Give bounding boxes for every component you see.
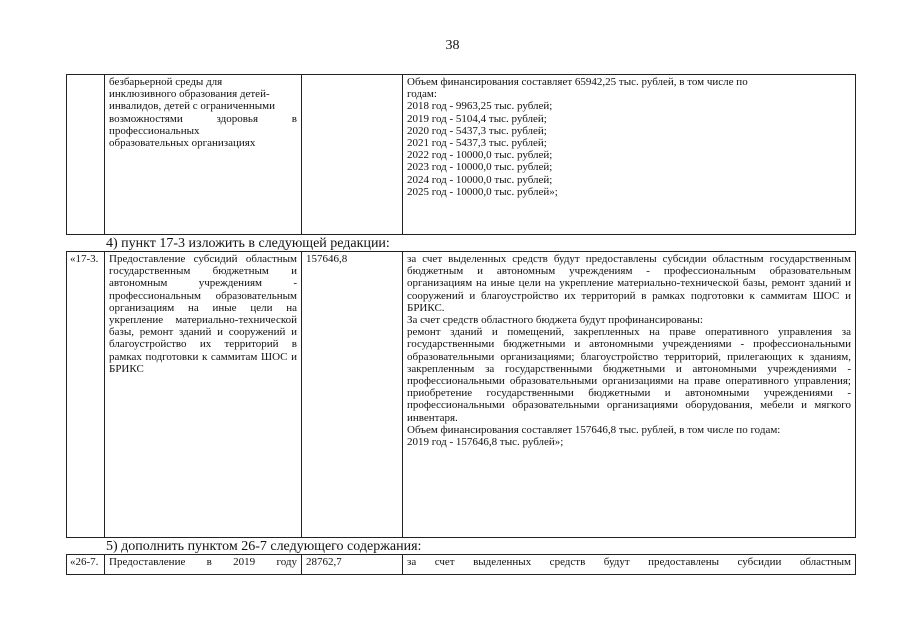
amount-cell bbox=[302, 75, 403, 235]
details-line: 2018 год - 9963,25 тыс. рублей; bbox=[407, 100, 553, 113]
item-number-cell: «26-7. bbox=[67, 555, 105, 575]
item-name-cell bbox=[105, 75, 302, 235]
table-26-7 bbox=[66, 554, 856, 575]
details-line: 2025 год - 10000,0 тыс. рублей»; bbox=[407, 185, 558, 198]
details-line: 2020 год - 5437,3 тыс. рублей; bbox=[407, 124, 547, 137]
details-cell bbox=[403, 252, 856, 538]
details-line: 2021 год - 5437,3 тыс. рублей; bbox=[407, 137, 547, 150]
name-line: инвалидов, детей с ограниченными bbox=[109, 100, 275, 113]
details-line: 2024 год - 10000,0 тыс. рублей; bbox=[407, 173, 553, 186]
page-number: 38 bbox=[445, 38, 460, 53]
item-number-cell bbox=[67, 75, 105, 235]
details-cell: за счет выделенных средств будут предоставлены субсидии областным bbox=[403, 555, 856, 575]
table-top bbox=[66, 74, 856, 235]
details-paragraph: за счет выделенных средств будут предоставлены субсидии областным государственным бюджетным и автономным учреждениям - профессиональным образовательным организациям на иные цели на укрепление материально-технической базы, ремонт зданий и сооружений и благоустройство их территорий в рамках подготовки к саммитам ШОС и БРИКС. bbox=[407, 253, 851, 314]
name-line: инклюзивного образования детей- bbox=[109, 88, 270, 101]
details-line: 2023 год - 10000,0 тыс. рублей; bbox=[407, 161, 553, 174]
table-row bbox=[67, 75, 856, 235]
table-row bbox=[67, 252, 856, 538]
table-17-3 bbox=[66, 251, 856, 538]
amount-cell: 28762,7 bbox=[302, 555, 403, 575]
details-line: 2022 год - 10000,0 тыс. рублей; bbox=[407, 149, 553, 162]
table-row bbox=[67, 555, 856, 575]
instruction-paragraph: 4) пункт 17-3 изложить в следующей редакции: bbox=[106, 236, 390, 251]
item-number-cell: «17-3. bbox=[67, 252, 105, 538]
details-line: 2019 год - 5104,4 тыс. рублей; bbox=[407, 112, 547, 125]
details-line: Объем финансирования составляет 65942,25 тыс. рублей, в том числе по bbox=[407, 76, 748, 88]
details-cell bbox=[403, 75, 856, 235]
details-paragraph: Объем финансирования составляет 157646,8 тыс. рублей, в том числе по годам: bbox=[407, 423, 781, 436]
name-line: профессиональных bbox=[109, 124, 200, 137]
instruction-paragraph: 5) дополнить пунктом 26-7 следующего содержания: bbox=[106, 539, 422, 554]
document-body bbox=[66, 74, 856, 575]
details-paragraph: 2019 год - 157646,8 тыс. рублей»; bbox=[407, 436, 564, 449]
name-line: возможностями здоровья в bbox=[109, 112, 297, 125]
details-paragraph: За счет средств областного бюджета будут профинансированы: bbox=[407, 314, 703, 327]
name-line: безбарьерной среды для bbox=[109, 76, 223, 88]
name-line: образовательных организациях bbox=[109, 137, 256, 150]
item-name-cell: Предоставление субсидий областным государственным бюджетным и автономным учреждениям - профессиональным образовательным организациям на иные цели на укрепление материально-технической базы, ремонт зданий и сооружений и благоустройство их территорий в рамках подготовки к саммитам ШОС и БРИКС bbox=[105, 252, 302, 538]
details-line: годам: bbox=[407, 88, 437, 101]
item-name-cell: Предоставление в 2019 году bbox=[105, 555, 302, 575]
amount-cell: 157646,8 bbox=[302, 252, 403, 538]
details-paragraph: ремонт зданий и помещений, закрепленных на праве оперативного управления за государственными бюджетными и автономными учреждениями - профессиональными образовательными организациями; благоустройство территорий, прилегающих к зданиям, закрепленным за государственными бюджетными и автономными учреждениями - профессиональными образовательными организациями на праве оперативного управления; приобретение государственными бюджетными и автономными учреждениями - профессиональными образовательными организациями оборудования, мебели и мягкого инвентаря. bbox=[407, 326, 851, 424]
